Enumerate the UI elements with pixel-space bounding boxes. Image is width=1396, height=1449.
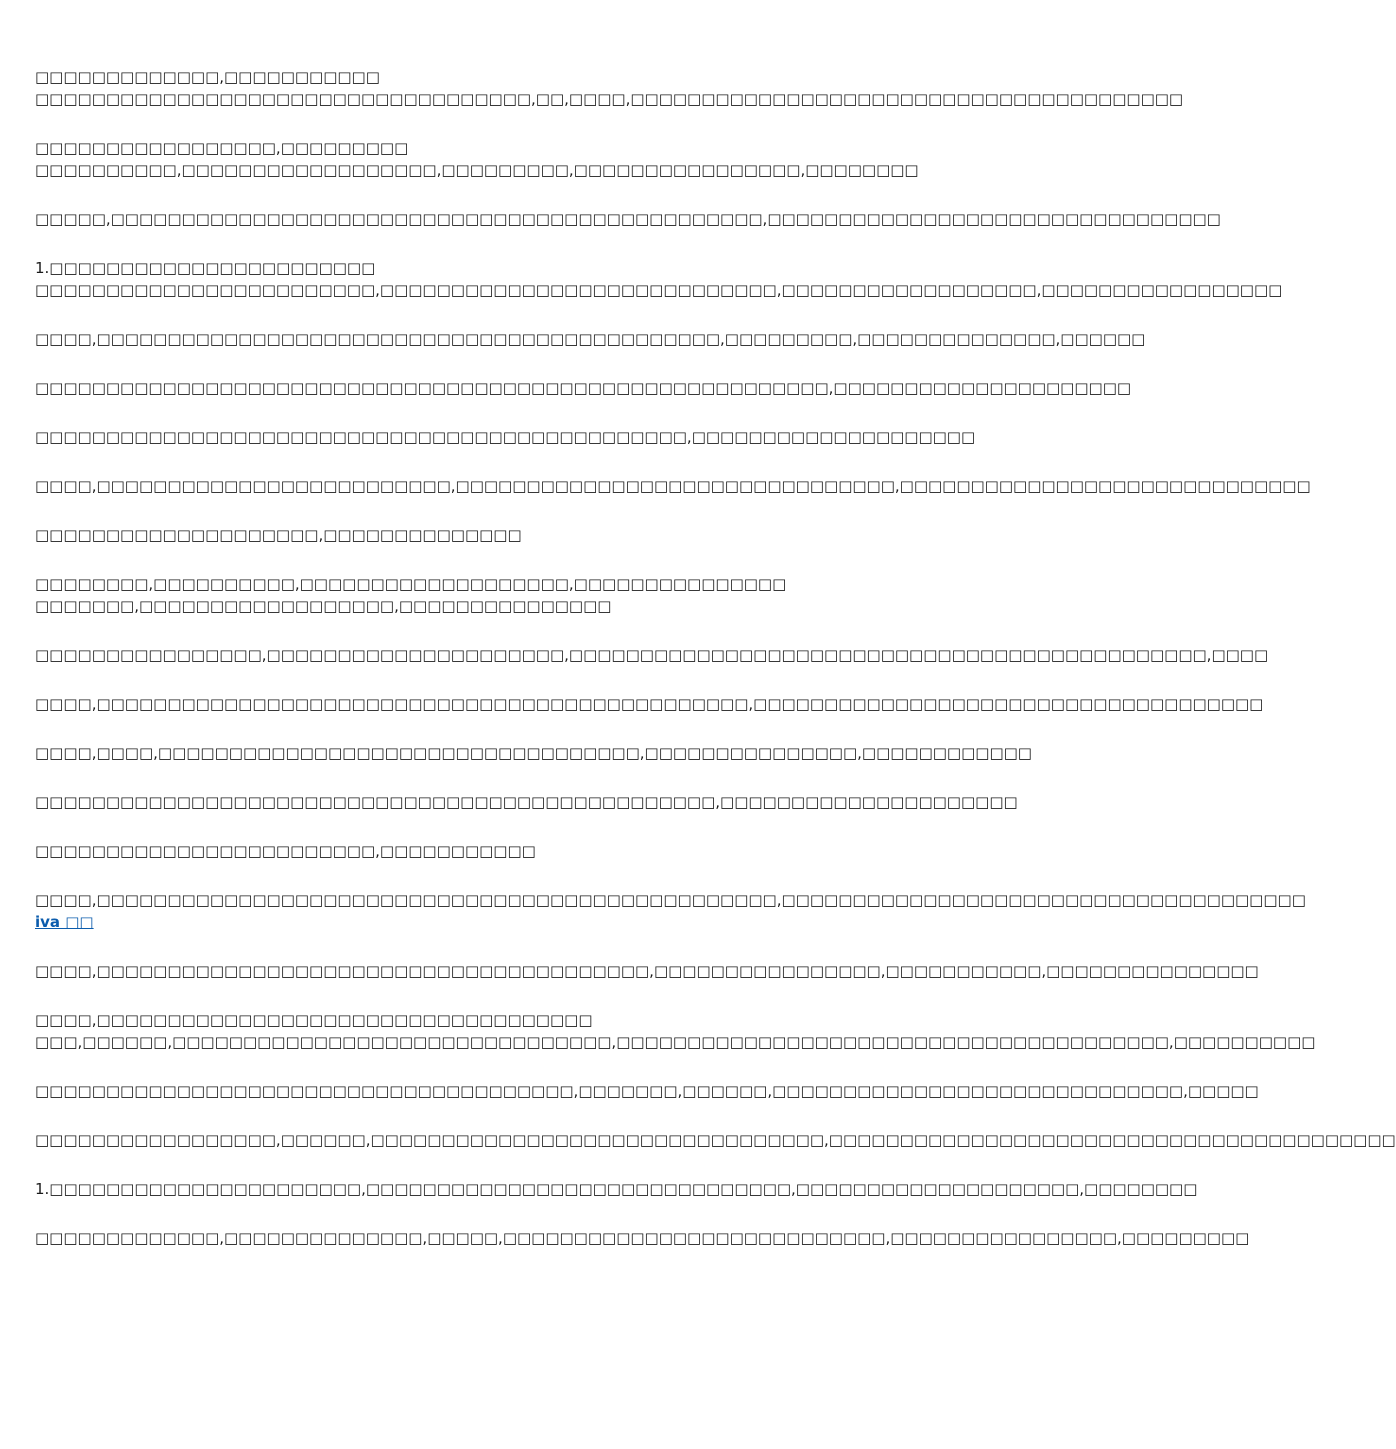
text-line: □□□□□□□□□□□□□□□□,□□□□□□□□□□□□□□□□□□□□□,□□□□□□□□□□□□□□□□□□□□□□□□□□□□□□□□□□□□□□□□□□□□□,□□□□ xyxy=(35,646,1269,664)
inline-link[interactable]: iva □□ xyxy=(35,913,94,931)
text-line: □□□□,□□□□□□□□□□□□□□□□□□□□□□□□□□□□□□□□□□□□□□□□□□□□□□□□,□□□□□□□□□□□□□□□□□□□□□□□□□□□□□□□□□□□□□ xyxy=(35,891,1306,909)
text-line: □□□□□□□□,□□□□□□□□□□,□□□□□□□□□□□□□□□□□□□,□□□□□□□□□□□□□□□ xyxy=(35,575,787,593)
paragraph-21 xyxy=(35,1178,1198,1200)
text-line: □□□□□□□,□□□□□□□□□□□□□□□□□□,□□□□□□□□□□□□□□□ xyxy=(35,597,612,615)
text-line: □□□□□□□□□□□□□□□□□□□□□□□□□□□□□□□□□□□□□□□□□□□□□□,□□□□□□□□□□□□□□□□□□□□ xyxy=(35,428,976,446)
text-line: □□□□,□□□□□□□□□□□□□□□□□□□□□□□□□,□□□□□□□□□□□□□□□□□□□□□□□□□□□□□□□,□□□□□□□□□□□□□□□□□□□□□□□□□□□□□ xyxy=(35,477,1311,495)
link-line xyxy=(35,911,990,933)
paragraph-15 xyxy=(35,840,990,862)
text-line: □□□□□,□□□□□□□□□□□□□□□□□□□□□□□□□□□□□□□□□□□□□□□□□□□□□□,□□□□□□□□□□□□□□□□□□□□□□□□□□□□□□□□ xyxy=(35,210,1221,228)
document-body xyxy=(35,66,1396,1276)
text-line: □□□□,□□□□□□□□□□□□□□□□□□□□□□□□□□□□□□□□□□□ xyxy=(35,1011,593,1029)
paragraph-8 xyxy=(35,475,1311,497)
paragraph-9 xyxy=(35,524,990,546)
paragraph-22 xyxy=(35,1227,1250,1249)
text-line: □□□□□□□□□□□□□,□□□□□□□□□□□ xyxy=(35,68,380,86)
paragraph-6 xyxy=(35,377,1132,399)
text-line: □□□□□□□□□□□□□□□□□□□□□□□□□□□□□□□□□□□□□□□□□□□□□□□□□□□□□□□□,□□□□□□□□□□□□□□□□□□□□□ xyxy=(35,379,1132,397)
text-line: □□□,□□□□□□,□□□□□□□□□□□□□□□□□□□□□□□□□□□□□□□,□□□□□□□□□□□□□□□□□□□□□□□□□□□□□□□□□□□□□□□,□□□□□□□□□□ xyxy=(35,1033,1316,1051)
text-line: □□□□□□□□□□□□□□□□□□□□,□□□□□□□□□□□□□□ xyxy=(35,526,522,544)
text-line: □□□□,□□□□□□□□□□□□□□□□□□□□□□□□□□□□□□□□□□□□□□□□□□□□□□,□□□□□□□□□□□□□□□□□□□□□□□□□□□□□□□□□□□□ xyxy=(35,695,1264,713)
paragraph-13 xyxy=(35,742,1032,764)
text-line: □□□□□□□□□□,□□□□□□□□□□□□□□□□□□,□□□□□□□□□,□□□□□□□□□□□□□□□□,□□□□□□□□ xyxy=(35,161,919,179)
text-line: □□□□,□□□□□□□□□□□□□□□□□□□□□□□□□□□□□□□□□□□□□□□,□□□□□□□□□□□□□□□□,□□□□□□□□□□□,□□□□□□□□□□□□□□□ xyxy=(35,962,1259,980)
text-line: □□□□,□□□□,□□□□□□□□□□□□□□□□□□□□□□□□□□□□□□□□□□,□□□□□□□□□□□□□□□,□□□□□□□□□□□□ xyxy=(35,744,1032,762)
text-line: □□□□,□□□□□□□□□□□□□□□□□□□□□□□□□□□□□□□□□□□□□□□□□□□□,□□□□□□□□□,□□□□□□□□□□□□□□,□□□□□□ xyxy=(35,330,1146,348)
paragraph-14 xyxy=(35,791,1018,813)
paragraph-18 xyxy=(35,1009,1316,1053)
paragraph-7 xyxy=(35,426,990,448)
text-line: 1.□□□□□□□□□□□□□□□□□□□□□□□ xyxy=(35,259,376,277)
paragraph-20 xyxy=(35,1129,1396,1151)
paragraph-17 xyxy=(35,960,1259,982)
text-line: □□□□□□□□□□□□□□□□□□□□□□□□,□□□□□□□□□□□ xyxy=(35,842,536,860)
paragraph-10 xyxy=(35,573,990,617)
text-line: □□□□□□□□□□□□□□□□□□□□□□□□,□□□□□□□□□□□□□□□□□□□□□□□□□□□□,□□□□□□□□□□□□□□□□□□,□□□□□□□□□□□□□□□□□ xyxy=(35,281,1283,299)
text-line: □□□□□□□□□□□□□□□□□□□□□□□□□□□□□□□□□□□□□□,□□□□□□□,□□□□□□,□□□□□□□□□□□□□□□□□□□□□□□□□□□□□,□□□□□ xyxy=(35,1082,1259,1100)
paragraph-4 xyxy=(35,257,1283,301)
text-line: 1.□□□□□□□□□□□□□□□□□□□□□□,□□□□□□□□□□□□□□□□□□□□□□□□□□□□□□,□□□□□□□□□□□□□□□□□□□□,□□□□□□□□ xyxy=(35,1180,1198,1198)
text-line: □□□□□□□□□□□□□□□□□,□□□□□□□□□ xyxy=(35,139,409,157)
text-line: □□□□□□□□□□□□□□□□□□□□□□□□□□□□□□□□□□□,□□,□□□□,□□□□□□□□□□□□□□□□□□□□□□□□□□□□□□□□□□□□□□□ xyxy=(35,90,1184,108)
text-line: □□□□□□□□□□□□□,□□□□□□□□□□□□□□,□□□□□,□□□□□□□□□□□□□□□□□□□□□□□□□□□,□□□□□□□□□□□□□□□□,□□□□□□□□□ xyxy=(35,1229,1250,1247)
paragraph-2 xyxy=(35,137,990,181)
paragraph-16 xyxy=(35,889,1306,933)
text-line: □□□□□□□□□□□□□□□□□,□□□□□□,□□□□□□□□□□□□□□□□□□□□□□□□□□□□□□□□,□□□□□□□□□□□□□□□□□□□□□□□□□□□□□□□□□□□□□□□□ xyxy=(35,1131,1396,1149)
text-line: □□□□□□□□□□□□□□□□□□□□□□□□□□□□□□□□□□□□□□□□□□□□□□□□,□□□□□□□□□□□□□□□□□□□□□ xyxy=(35,793,1018,811)
paragraph-1 xyxy=(35,66,1184,110)
paragraph-11 xyxy=(35,644,1269,666)
paragraph-12 xyxy=(35,693,1264,715)
paragraph-19 xyxy=(35,1080,1259,1102)
paragraph-5 xyxy=(35,328,1146,350)
paragraph-3 xyxy=(35,208,1221,230)
